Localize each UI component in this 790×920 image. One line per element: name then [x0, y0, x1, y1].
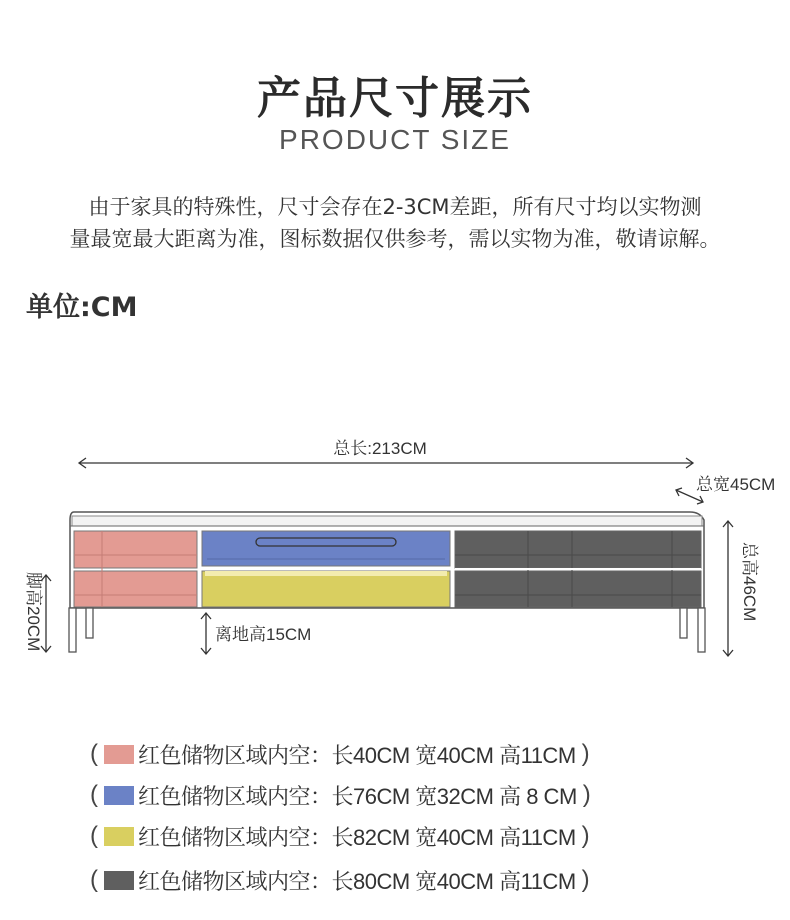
blue-swatch-icon [104, 786, 134, 805]
ground-clearance-label: 离地高15CM [215, 625, 312, 644]
legend-item-blue [90, 780, 591, 810]
legend-text: 红色储物区域内空：长82CM 宽40CM 高11CM [138, 824, 576, 850]
height-dimension-arrow [723, 521, 733, 656]
page-subtitle: PRODUCT SIZE [279, 124, 511, 155]
legend-close-paren: ) [581, 866, 590, 893]
disclaimer-line-1: 由于家具的特殊性，尺寸会存在2-3CM差距，所有尺寸均以实物测 [88, 195, 702, 219]
cabinet-body [70, 512, 704, 608]
yellow-swatch-icon [104, 827, 134, 846]
total-length-label: 总长:213CM [333, 439, 427, 458]
pink-swatch-icon [104, 745, 134, 764]
length-dimension-arrow [79, 458, 693, 468]
legend-text: 红色储物区域内空：长80CM 宽40CM 高11CM [138, 868, 576, 894]
total-height-label: 总高46CM [740, 542, 759, 622]
legend-open-paren: ( [90, 822, 98, 849]
total-depth-label: 总宽45CM [696, 475, 776, 494]
cabinet-legs [69, 608, 705, 652]
legend-open-paren: ( [90, 740, 98, 767]
legend-open-paren: ( [90, 866, 98, 893]
ground-clearance-arrow [201, 613, 211, 654]
leg-height-label: 脚高20CM [24, 572, 43, 652]
legend-close-paren: ) [581, 740, 590, 767]
unit-label: 单位:CM [26, 292, 138, 323]
legend-text: 红色储物区域内空：长40CM 宽40CM 高11CM [138, 742, 576, 768]
legend-close-paren: ) [581, 822, 590, 849]
page-title: 产品尺寸展示 [257, 73, 533, 124]
legend-item-gray [90, 865, 590, 895]
legend-open-paren: ( [90, 781, 98, 808]
legend-close-paren: ) [582, 781, 591, 808]
legend-text: 红色储物区域内空：长76CM 宽32CM 高 8 CM [138, 783, 577, 809]
gray-swatch-icon [104, 871, 134, 890]
tv-cabinet-diagram [0, 420, 790, 670]
disclaimer-line-2: 量最宽最大距离为准，图标数据仅供参考，需以实物为准，敬请谅解。 [69, 227, 721, 251]
legend-item-yellow [90, 821, 590, 851]
legend-item-pink [90, 739, 590, 769]
